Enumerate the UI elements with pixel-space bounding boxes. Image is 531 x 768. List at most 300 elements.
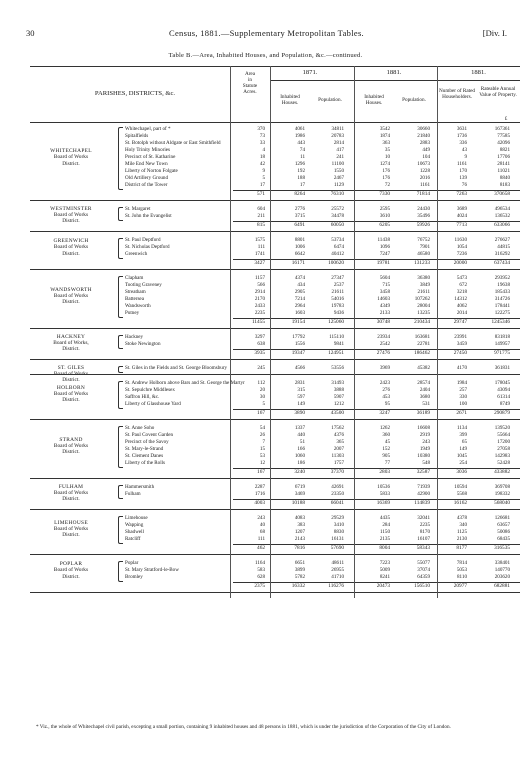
population-1881-cell: 21840 xyxy=(417,133,430,139)
area-cell: 73 xyxy=(259,133,265,139)
group-brace xyxy=(118,426,123,468)
population-1881-cell: 1228 xyxy=(419,168,430,174)
area-header-line: in xyxy=(247,77,253,83)
rateable-value-cell: 633066 xyxy=(494,222,510,228)
rated-householders-cell: 1736 xyxy=(456,133,467,139)
parish-name: Precinct of the Savoy xyxy=(125,439,169,445)
houses-1871-cell: 597 xyxy=(297,394,305,400)
parish-name: St. Mary Stratford-le-Bow xyxy=(125,567,179,573)
houses-1871-cell: 1006 xyxy=(294,244,305,250)
district-label xyxy=(30,238,112,257)
houses-1881-cell: 276 xyxy=(382,387,390,393)
population-1881-cell: 10380 xyxy=(417,453,430,459)
houses-1871-cell: 2905 xyxy=(294,289,305,295)
area-cell: 245 xyxy=(257,365,265,371)
population-1871-cell: 41710 xyxy=(331,574,344,580)
rated-householders-cell: 7236 xyxy=(456,251,467,257)
area-header-line: Area xyxy=(244,71,256,77)
population-1881-cell: 71814 xyxy=(416,191,430,197)
parish-name: Hackney xyxy=(125,334,144,340)
district-subtitle: Board of Works xyxy=(53,212,89,219)
population-1871-cell: 48611 xyxy=(331,560,344,566)
rated-householders-cell: 8177 xyxy=(456,545,467,551)
parish-name: Mile End New Town xyxy=(125,161,168,167)
population-1871-cell: 6474 xyxy=(333,244,344,250)
total-row xyxy=(30,545,520,552)
population-1871-cell: 11303 xyxy=(331,453,344,459)
parish-name: Old Artillery Ground xyxy=(125,175,169,181)
area-cell: 815 xyxy=(257,222,265,228)
parish-name: Fulham xyxy=(125,491,141,497)
total-row xyxy=(30,191,520,198)
houses-1871-cell: 51 xyxy=(299,439,305,445)
houses-1871-cell: 16332 xyxy=(291,583,305,589)
district-subtitle: District. xyxy=(62,299,80,306)
census-table xyxy=(30,66,520,716)
population-1881-cell: 42900 xyxy=(417,491,430,497)
parish-name: Holy Trinity Minories xyxy=(125,147,171,153)
rated-householders-cell: 1161 xyxy=(457,161,467,167)
houses-1881-cell: 5833 xyxy=(379,491,390,497)
area-cell: 40 xyxy=(259,522,265,528)
district-name: STRAND xyxy=(59,436,83,443)
rated-householders-cell: 254 xyxy=(459,460,467,466)
population-1871-cell: 57690 xyxy=(330,545,344,551)
rateable-value-header: Rateable Annual Value of Property. xyxy=(479,86,517,98)
group-brace xyxy=(118,381,123,409)
population-1881-cell: 28574 xyxy=(417,380,430,386)
inhabited-houses-1871-header: Inhabited Houses. xyxy=(280,94,300,106)
district-subtitle: Board of Works xyxy=(53,525,89,532)
population-1871-cell: 9436 xyxy=(333,310,344,316)
year-1881-header: 1881. xyxy=(386,69,402,76)
population-1881-header: Population. xyxy=(402,97,426,103)
houses-1871-cell: 5782 xyxy=(294,574,305,580)
rated-householders-cell: 4024 xyxy=(456,213,467,219)
parishes-header: PARISHES, DISTRICTS, &c. xyxy=(94,90,176,97)
population-1871-cell: 66041 xyxy=(330,500,344,506)
district-subtitle: Board of Works xyxy=(53,390,89,397)
rated-householders-cell: 330 xyxy=(459,394,467,400)
houses-1871-cell: 443 xyxy=(297,140,305,146)
population-1881-cell: 107262 xyxy=(414,296,430,302)
houses-1881-cell: 45 xyxy=(384,439,390,445)
houses-1881-cell: 3542 xyxy=(379,126,390,132)
parish-name: Liberty of Glasshouse Yard xyxy=(125,401,181,407)
population-1871-cell: 125060 xyxy=(328,319,344,325)
houses-1881-cell: 2133 xyxy=(379,310,390,316)
district-name: WESTMINSTER xyxy=(50,206,92,212)
rateable-value-cell: 831818 xyxy=(494,334,510,340)
rated-householders-cell: 9 xyxy=(464,154,467,160)
rated-householders-cell: 4062 xyxy=(456,303,467,309)
area-cell: 2235 xyxy=(254,310,265,316)
population-1871-cell: 1129 xyxy=(334,182,344,188)
header-bottom-rule xyxy=(30,122,520,123)
population-1881-cell: 449 xyxy=(422,147,430,153)
population-1871-cell: 16131 xyxy=(331,536,344,542)
houses-1881-cell: 20473 xyxy=(376,583,390,589)
area-cell: 112 xyxy=(257,380,265,386)
total-row xyxy=(30,583,520,590)
total-row xyxy=(30,500,520,507)
population-1871-cell: 26955 xyxy=(331,567,344,573)
population-1871-cell: 365 xyxy=(336,439,344,445)
rateable-value-cell: 42096 xyxy=(497,140,510,146)
population-1881-cell: 59926 xyxy=(416,222,430,228)
group-brace xyxy=(118,516,123,544)
rated-householders-cell: 3689 xyxy=(456,206,467,212)
district-label xyxy=(30,385,112,404)
population-1881-cell: 243 xyxy=(422,439,430,445)
houses-1871-cell: 11 xyxy=(300,154,305,160)
rated-householders-cell: 4170 xyxy=(456,365,467,371)
population-1881-cell: 36380 xyxy=(417,275,430,281)
rateable-value-cell: 314726 xyxy=(494,296,510,302)
rated-householders-cell: 3631 xyxy=(456,126,467,132)
area-cell: 370 xyxy=(257,126,265,132)
population-1881-cell: 32041 xyxy=(417,515,430,521)
district-name: HACKNEY xyxy=(56,334,86,340)
rated-householders-cell: 7263 xyxy=(456,191,467,197)
rated-householders-cell: 336 xyxy=(459,140,467,146)
population-1871-cell: 60050 xyxy=(330,222,344,228)
area-cell: 1716 xyxy=(254,491,265,497)
population-1881-cell: 16608 xyxy=(417,425,430,431)
houses-1881-cell: 7247 xyxy=(379,251,390,257)
rateable-value-cell: 185433 xyxy=(494,289,510,295)
column-rule xyxy=(230,66,231,598)
rateable-value-cell: 167361 xyxy=(494,126,510,132)
rateable-value-cell: 63657 xyxy=(497,522,510,528)
rated-householders-cell: 76 xyxy=(461,182,467,188)
parish-name: St. Botolph without Aldgate or East Smithfield xyxy=(125,140,221,146)
houses-1871-cell: 188 xyxy=(297,175,305,181)
houses-1871-cell: 192 xyxy=(297,168,305,174)
rated-householders-cell: 257 xyxy=(459,387,467,393)
group-separator xyxy=(30,359,520,360)
district-subtitle: District. xyxy=(62,218,80,225)
area-cell: 2375 xyxy=(254,583,265,589)
houses-1881-cell: 7223 xyxy=(379,560,390,566)
group-separator xyxy=(30,554,520,555)
houses-1871-cell: 16171 xyxy=(291,260,305,266)
houses-1881-cell: 2135 xyxy=(379,536,390,542)
area-cell: 7 xyxy=(262,439,265,445)
district-subtitle: Board of Works xyxy=(53,292,89,299)
column-rule xyxy=(270,66,271,598)
area-cell: 243 xyxy=(257,515,265,521)
area-cell: 3935 xyxy=(254,350,265,356)
area-cell: 5 xyxy=(262,401,265,407)
rateable-value-cell: 276627 xyxy=(494,237,510,243)
rated-householders-cell: 29747 xyxy=(453,319,467,325)
table-title: Table B.—Area, Inhabited Houses, and Population, &c.—continued. xyxy=(168,52,363,59)
rateable-value-cell: 11021 xyxy=(497,168,510,174)
houses-1881-cell: 284 xyxy=(382,522,390,528)
area-cell: 4 xyxy=(262,147,265,153)
rateable-value-cell: 637434 xyxy=(494,260,510,266)
houses-1881-cell: 363 xyxy=(382,140,390,146)
rated-householders-cell: 399 xyxy=(459,432,467,438)
group-brace xyxy=(118,238,123,259)
houses-1871-cell: 3899 xyxy=(294,567,305,573)
total-row xyxy=(30,319,520,326)
rated-householders-cell: 8110 xyxy=(457,574,467,580)
houses-1881-cell: 2542 xyxy=(379,341,390,347)
area-cell: 54 xyxy=(259,425,265,431)
rated-householders-cell: 7713 xyxy=(456,222,467,228)
houses-1871-cell: 6719 xyxy=(294,484,305,490)
population-1881-cell: 35496 xyxy=(417,213,430,219)
houses-1871-cell: 440 xyxy=(297,432,305,438)
population-1871-cell: 9841 xyxy=(333,341,344,347)
population-1881-cell: 2404 xyxy=(419,387,430,393)
table-row xyxy=(30,425,520,432)
area-cell: 30 xyxy=(259,394,265,400)
houses-1871-cell: 6651 xyxy=(294,560,305,566)
houses-1881-cell: 2595 xyxy=(379,206,390,212)
houses-1871-cell: 1337 xyxy=(294,425,305,431)
group-brace xyxy=(118,335,123,349)
column-rule xyxy=(354,66,355,598)
houses-1871-cell: 186 xyxy=(297,460,305,466)
table-row xyxy=(30,126,520,133)
area-cell: 2170 xyxy=(254,296,265,302)
houses-1871-cell: 7816 xyxy=(294,545,305,551)
population-1871-cell: 2007 xyxy=(333,446,344,452)
group-brace xyxy=(118,561,123,582)
rateable-value-cell: 369708 xyxy=(494,484,510,490)
district-label xyxy=(30,148,112,167)
houses-1881-cell: 152 xyxy=(382,446,390,452)
group-brace xyxy=(118,366,123,373)
district-subtitle: District. xyxy=(62,160,80,167)
area-cell: 1741 xyxy=(254,251,265,257)
population-1881-cell: 186462 xyxy=(414,350,430,356)
district-subtitle: Board of Works xyxy=(53,371,89,378)
area-header-line: Acres. xyxy=(243,89,257,95)
population-1871-cell: 241 xyxy=(336,154,344,160)
population-1871-cell: 37370 xyxy=(330,469,344,475)
group-separator xyxy=(30,478,520,479)
houses-1871-cell: 149 xyxy=(297,401,305,407)
houses-1871-cell: 19154 xyxy=(291,319,305,325)
parish-name: Saffron Hill, &c. xyxy=(125,394,160,400)
parish-name: Wapping xyxy=(125,522,144,528)
houses-1881-cell: 2803 xyxy=(379,469,390,475)
parish-name: Battersea xyxy=(125,296,144,302)
area-cell: 167 xyxy=(257,410,265,416)
houses-1871-cell: 1603 xyxy=(294,310,305,316)
parish-name: St. John the Evangelist xyxy=(125,213,172,219)
table-row xyxy=(30,182,520,189)
rateable-value-cell: 50086 xyxy=(497,529,510,535)
rateable-value-cell: 43094 xyxy=(497,387,510,393)
page-number: 30 xyxy=(26,28,35,38)
population-1881-cell: 46580 xyxy=(417,251,430,257)
population-1871-cell: 11100 xyxy=(331,161,344,167)
area-cell: 462 xyxy=(257,545,265,551)
area-cell: 1164 xyxy=(255,560,265,566)
population-1881-cell: 16107 xyxy=(417,536,430,542)
district-name: WHITECHAPEL xyxy=(50,148,92,155)
parish-name: St. Paul Deptford xyxy=(125,237,161,243)
houses-1881-cell: 715 xyxy=(382,282,390,288)
rated-householders-cell: 2014 xyxy=(456,310,467,316)
area-cell: 583 xyxy=(257,567,265,573)
parish-name: St. Margaret xyxy=(125,206,151,212)
district-subtitle: Board of Works xyxy=(53,244,89,251)
houses-1871-cell: 19347 xyxy=(291,350,305,356)
population-1871-cell: 53734 xyxy=(331,237,344,243)
rateable-value-cell: 496534 xyxy=(494,206,510,212)
area-cell: 11455 xyxy=(251,319,265,325)
houses-1871-cell: 383 xyxy=(297,522,305,528)
houses-1881-cell: 77 xyxy=(384,460,390,466)
houses-1881-cell: 1096 xyxy=(379,244,390,250)
running-title: Census, 1881.—Supplementary Metropolitan Tables. xyxy=(169,28,364,38)
houses-1871-cell: 1060 xyxy=(294,453,305,459)
houses-1881-cell: 23934 xyxy=(377,334,390,340)
population-1871-cell: 116276 xyxy=(328,583,344,589)
houses-1871-cell: 3890 xyxy=(294,410,305,416)
population-1871-cell: 43500 xyxy=(330,410,344,416)
rated-householders-cell: 2130 xyxy=(456,536,467,542)
rated-householders-cell: 27450 xyxy=(453,350,467,356)
area-cell: 17 xyxy=(259,182,265,188)
rateable-value-cell: 198332 xyxy=(494,491,510,497)
area-cell: 18 xyxy=(259,154,265,160)
table-row xyxy=(30,140,520,147)
district-subtitle: District. xyxy=(62,573,80,580)
area-cell: 5 xyxy=(262,175,265,181)
rated-householders-cell: 20000 xyxy=(453,260,467,266)
table-top-rule xyxy=(30,66,520,67)
rateable-value-cell: 17200 xyxy=(497,439,510,445)
rateable-value-cell: 1245346 xyxy=(491,319,510,325)
population-1871-cell: 53556 xyxy=(331,365,344,371)
group-separator xyxy=(30,269,520,270)
parish-name: Streatham xyxy=(125,289,146,295)
houses-1881-cell: 3247 xyxy=(379,410,390,416)
district-subtitle: Board of Works xyxy=(53,490,89,497)
rated-householders-cell: 1984 xyxy=(456,380,467,386)
table-row xyxy=(30,275,520,282)
group-brace xyxy=(118,276,123,318)
population-1881-cell: 37074 xyxy=(417,567,430,573)
rateable-value-cell: 136532 xyxy=(494,213,510,219)
houses-1881-cell: 3969 xyxy=(379,365,390,371)
year-1871-header: 1871. xyxy=(302,69,318,76)
rateable-value-cell: 682881 xyxy=(494,583,510,589)
rated-householders-cell: 149 xyxy=(459,446,467,452)
population-1871-cell: 34478 xyxy=(331,213,344,219)
rated-householders-cell: 7814 xyxy=(456,560,467,566)
rated-householders-cell: 340 xyxy=(459,522,467,528)
houses-1881-cell: 905 xyxy=(382,453,390,459)
parish-name: St. Anne Soho xyxy=(125,425,155,431)
houses-1881-cell: 72 xyxy=(384,182,390,188)
houses-1871-cell: 8801 xyxy=(294,237,305,243)
rated-householders-cell: 23991 xyxy=(454,334,467,340)
rateable-value-cell: 8183 xyxy=(499,182,510,188)
rateable-value-cell: 433882 xyxy=(494,469,510,475)
houses-1881-cell: 5009 xyxy=(379,567,390,573)
district-subtitle: Board of Works, xyxy=(53,340,89,347)
population-1871-cell: 115110 xyxy=(329,334,344,340)
area-cell: 1575 xyxy=(254,237,265,243)
population-1871-cell: 2814 xyxy=(333,140,344,146)
parish-name: St. Clement Danes xyxy=(125,453,164,459)
rateable-value-cell: 44815 xyxy=(497,244,510,250)
rateable-value-cell: 8840 xyxy=(499,175,510,181)
population-1881-cell: 3849 xyxy=(419,282,430,288)
table-row xyxy=(30,168,520,175)
parish-name: St. Sepulchre Middlesex xyxy=(125,387,175,393)
population-1881-cell: 71939 xyxy=(417,484,430,490)
area-cell: 111 xyxy=(257,536,265,542)
population-1871-cell: 23350 xyxy=(331,491,344,497)
area-cell: 167 xyxy=(257,469,265,475)
population-1871-cell: 42691 xyxy=(331,484,344,490)
rateable-value-cell: 139520 xyxy=(494,425,510,431)
parish-name: Tooting Graveney xyxy=(125,282,162,288)
parish-name: St. Giles in the Fields and St. George Bloomsbury xyxy=(125,365,228,371)
rated-householders-cell: 10594 xyxy=(454,484,467,490)
population-1881-cell: 28004 xyxy=(417,303,430,309)
houses-1871-cell: 4566 xyxy=(294,365,305,371)
rateable-value-cell: 8821 xyxy=(499,147,510,153)
houses-1881-cell: 5604 xyxy=(379,275,390,281)
population-1881-cell: 163681 xyxy=(414,334,430,340)
rateable-value-cell: 338401 xyxy=(494,560,510,566)
population-1871-cell: 19783 xyxy=(331,303,344,309)
area-cell: 111 xyxy=(257,244,265,250)
population-1871-cell: 3410 xyxy=(333,522,344,528)
rated-householders-cell: 43 xyxy=(461,147,467,153)
houses-1881-cell: 453 xyxy=(382,394,390,400)
area-cell: 15 xyxy=(259,446,265,452)
year-rule xyxy=(270,80,520,81)
population-1871-cell: 1550 xyxy=(333,168,344,174)
district-subtitle: District. xyxy=(62,346,80,353)
houses-1881-cell: 2423 xyxy=(379,380,390,386)
population-1871-cell: 40412 xyxy=(331,251,344,257)
area-cell: 638 xyxy=(257,341,265,347)
houses-1871-cell: 1986 xyxy=(294,133,305,139)
area-cell: 42 xyxy=(259,161,265,167)
rated-householders-cell: 5053 xyxy=(456,567,467,573)
houses-1881-cell: 4349 xyxy=(379,303,390,309)
population-1871-cell: 417 xyxy=(336,147,344,153)
area-cell: 604 xyxy=(257,206,265,212)
houses-1871-cell: 6642 xyxy=(294,251,305,257)
rateable-value-cell: 8749 xyxy=(499,401,510,407)
parish-name: St. Nicholas Deptford xyxy=(125,244,170,250)
population-1881-cell: 104 xyxy=(422,154,430,160)
district-subtitle: District. xyxy=(62,496,80,503)
area-cell: 53 xyxy=(259,453,265,459)
houses-1871-cell: 3240 xyxy=(294,469,305,475)
rated-householders-cell: 1125 xyxy=(457,529,467,535)
district-name: GREENWICH xyxy=(53,238,89,245)
rated-householders-cell: 1134 xyxy=(457,425,467,431)
rateable-value-cell: 370658 xyxy=(494,191,510,197)
houses-1881-cell: 10 xyxy=(384,154,390,160)
houses-1881-cell: 1150 xyxy=(380,529,390,535)
houses-1871-cell: 4061 xyxy=(294,126,305,132)
